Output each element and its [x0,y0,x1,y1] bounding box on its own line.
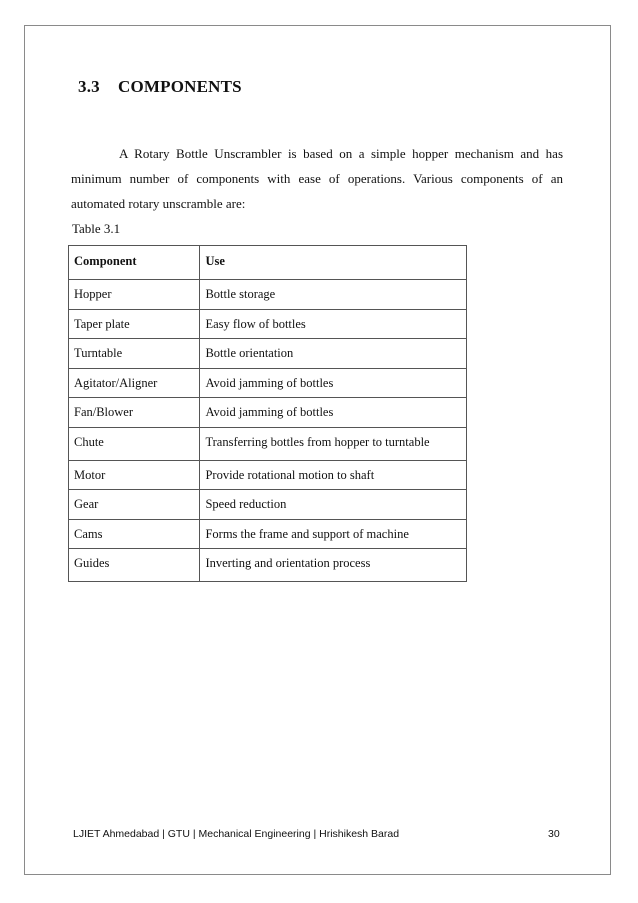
use-cell: Inverting and orientation process [200,549,467,582]
component-cell: Gear [69,490,200,520]
paragraph-line: A Rotary Bottle Unscrambler is based on a simple hopper mechanism and has [119,146,563,161]
table-row [69,427,467,460]
page-number: 30 [548,828,560,840]
component-cell: Chute [69,427,200,460]
use-cell: Transferring bottles from hopper to turntable [200,427,467,460]
use-cell: Speed reduction [200,490,467,520]
component-cell: Hopper [69,280,200,310]
component-cell: Motor [69,460,200,490]
intro-paragraph [71,141,563,216]
table-header-row [69,246,467,280]
use-cell: Avoid jamming of bottles [200,368,467,398]
table-row [69,549,467,582]
table-row [69,309,467,339]
use-cell: Provide rotational motion to shaft [200,460,467,490]
header-component: Component [69,246,200,280]
use-cell: Bottle storage [200,280,467,310]
components-table [68,245,467,582]
use-cell: Bottle orientation [200,339,467,369]
paragraph-line: automated rotary unscramble are: [71,196,246,211]
table-row [69,519,467,549]
use-cell: Forms the frame and support of machine [200,519,467,549]
section-heading [78,77,242,97]
component-cell: Cams [69,519,200,549]
paragraph-line: minimum number of components with ease of operations. Various components of an [71,171,563,186]
table-row [69,280,467,310]
component-cell: Guides [69,549,200,582]
table-row [69,460,467,490]
use-cell: Avoid jamming of bottles [200,398,467,428]
table-row [69,398,467,428]
component-cell: Turntable [69,339,200,369]
table-row [69,490,467,520]
page-footer: LJIET Ahmedabad | GTU | Mechanical Engineering | Hrishikesh Barad [73,828,400,840]
component-cell: Taper plate [69,309,200,339]
section-number: 3.3 [78,77,100,96]
table-caption: Table 3.1 [72,221,121,236]
table-row [69,339,467,369]
component-cell: Agitator/Aligner [69,368,200,398]
use-cell: Easy flow of bottles [200,309,467,339]
component-cell: Fan/Blower [69,398,200,428]
table-row [69,368,467,398]
section-title: COMPONENTS [118,77,242,96]
header-use: Use [200,246,467,280]
